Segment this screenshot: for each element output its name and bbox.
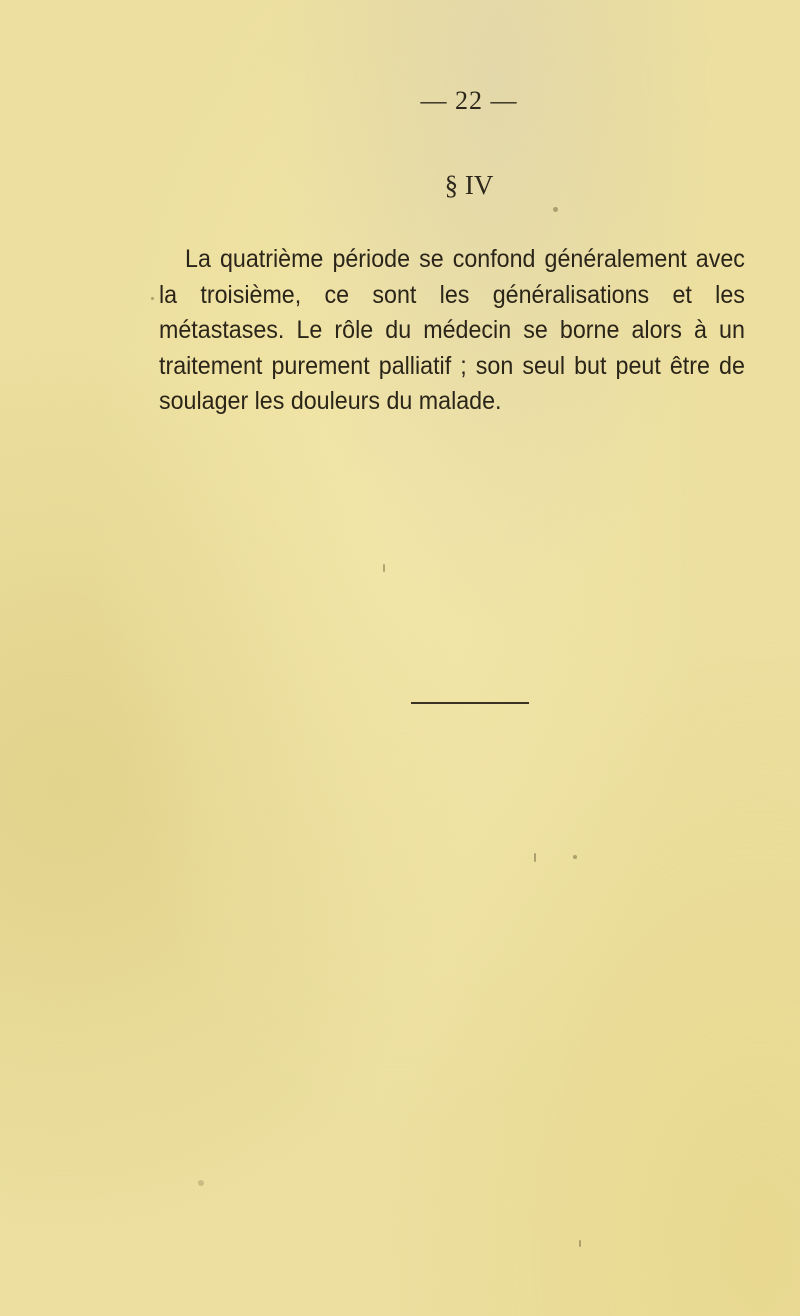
paper-speck: [553, 207, 558, 212]
paper-speck: [579, 1240, 581, 1247]
section-end-rule: [411, 702, 529, 704]
section-heading: § IV: [444, 170, 494, 200]
paper-speck: [198, 1180, 204, 1186]
paper-speck: [383, 564, 385, 572]
body-paragraph: La quatrième période se confond généralement avec la troisième, ce sont les généralisations et les métastases. Le rôle du médecin se borne alors à un traitement purement palliatif ; son seul but peut être de soulager les douleurs du malade.: [159, 245, 745, 415]
paper-speck: [573, 855, 577, 859]
page-number: — 22 —: [420, 86, 518, 115]
paper-speck: [534, 853, 536, 862]
body-paragraph-block: [159, 242, 745, 420]
paper-speck: [151, 297, 154, 300]
